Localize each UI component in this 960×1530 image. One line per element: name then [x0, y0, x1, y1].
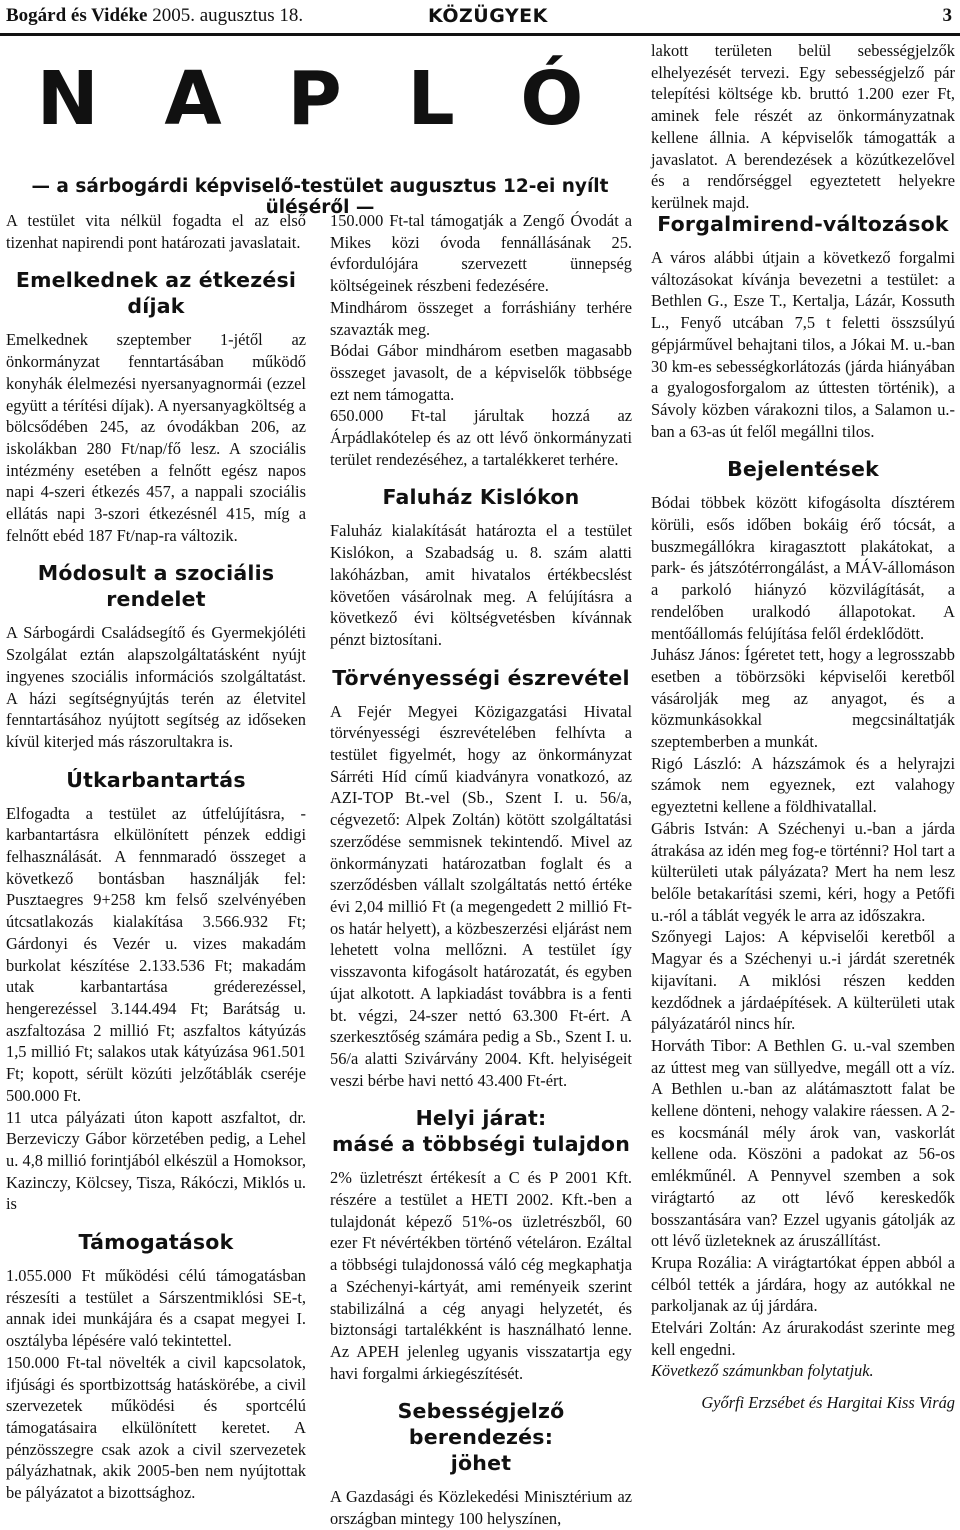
paragraph-speed-sign-cont: lakott területen belül sebességjelzők elhelyezését tervezi. Egy sebességjelző pár telepítési költsége kb. bruttó 1.200 ezer Ft, aminek fele részét az önkormányzatnak kellene állnia. A képviselők támogatták a javaslatot. A berendezések a közútkezelővel és a rendőrséggel egyeztetett helyekre kerülnek majd.: [651, 41, 955, 212]
heading-speed-sign-1: Sebességjelző berendezés:: [397, 1399, 565, 1450]
heading-road-maintenance: Útkarbantartás: [66, 767, 246, 792]
paragraph-arpad: 650.000 Ft-tal járultak hozzá az Árpádlakótelep és az ott lévő önkormányzati terület rendezéséhez, a tartalékkeret terhére.: [330, 406, 632, 469]
paragraph-legality: A Fejér Megyei Közigazgatási Hivatal törvényességi észrevételében felhívta a testület figyelmét, hogy az önkormányzat Sárréti Híd című kiadványra vonatkozó, az AZI-TOP Bt.-vel (Sb., Szent I. u. 56/a, cégvezető: Alpek Zoltán) kötött szolgáltatási szerződése semmisnek tekintendő. Mivel az önkormányzati határozatban foglalt és a szerződésben vállalt szolgáltatás nettó értéke évi 2,04 millió Ft (a megengedett 2 millió Ft-os határ helyett), a közbeszerzési eljárást nem lehetett volna mellőzni. A testület így visszavonta kifogásolt határozatát, és egyben újat alkotott. A lapkiadást továbbra is a fenti bt. végzi, 24-szer nettó 63.300 Ft-ért. A szerkesztőség számára pedig a Sb., Szent I. u. 56/a alatti Szivárvány 2004. Kft. helyiségeit veszi bérbe havi nettó 43.400 Ft-ért.: [330, 701, 632, 1090]
paragraph-road-maintenance: Elfogadta a testület az útfelújításra, -karbantartásra elkülönített pénzek eddigi felhasználását. A fennmaradó összeget a következő bontásban használják fel: Pusztaegres 9+258 km felső szelvényében útcsatlakozás kialakítása 3.566.932 Ft; Gárdonyi és Vezér u. vizes makadám burkolat készítése 2.133.536 Ft; makadám utak karbantartása gréderezéssel, hengerezéssel 3.144.494 Ft; Barátság u. aszfaltozása 2 millió Ft; aszfaltos kátyúzás 1,5 millió Ft; salakos utak kátyúzása 961.501 Ft; kopott, sérült közúti jelzőtáblák cseréje 500.000 Ft.: [6, 803, 306, 1105]
paragraph-krupa: Krupa Rozália: A virágtartókat éppen abból a célból tették a járdára, hogy az autókkal ne parkoljanak az új járdára.: [651, 1252, 955, 1316]
heading-meal-fees: Emelkednek az étkezési díjak: [15, 268, 297, 319]
paragraph-juhasz: Juhász János: Ígéretet tett, hogy a legrosszabb esetben a töbörzsöki képviselői keretből vásárolják meg az anyagot, és a közmunkásokkal megcsináltatják szeptemberben a munkát.: [651, 645, 955, 752]
heading-traffic-changes: Forgalmirend-változások: [657, 212, 949, 236]
paragraph-bodai: Bódai Gábor mindhárom esetben magasabb összeget javasolt, de a képviselők többsége ezt nem támogatta.: [330, 341, 632, 404]
paragraph-kindergarten: 150.000 Ft-tal támogatják a Zengő Óvodát a Mikes közi óvoda fennállásának 25. évfordulójára szervezett ünnepség költségeinek részbeni fedezésére.: [330, 211, 632, 296]
section-name: KÖZÜGYEK: [428, 5, 548, 27]
author-byline: Győrfi Erzsébet és Hargitai Kiss Virág: [701, 1393, 955, 1413]
column-1: [6, 210, 306, 1504]
heading-speed-sign-2: jöhet: [450, 1451, 512, 1476]
paragraph-rigo: Rigó László: A házszámok és a helyrajzi számok nem egyeznek, ezt valahogy egyeztetni kellene a földhivatallal.: [651, 753, 955, 817]
column-3-top: [651, 40, 955, 214]
heading-announcements: Bejelentések: [727, 457, 879, 482]
paragraph-traffic-changes: A város alábbi útjain a következő forgalmi változásokat kívánja bevezetni a testület: a Bethlen G., Esze T., Kertalja, Lázár, Kossuth L., Fenyő utcában 7,5 t feletti összsúlyú gépjárművel behajtani tilos, a Jókai M. u.-ban 30 km-es sebességkorlátozás (járda hiányában a gyalogosforgalom az úttesten történik), a Sávoly közben várakozni tilos, a Salamon u.-ban a 63-as út felől megállni tilos.: [651, 248, 955, 441]
paragraph-asphalt: 11 utca pályázati úton kapott aszfaltot, dr. Berzeviczy Gábor körzetében pedig, a Lehel u. 4,8 millió forintjából elkészül a Homoksor, Kazinczy, Kölcsey, Tisza, Rákóczi, Miklós u. is: [6, 1107, 306, 1214]
paper-name: Bogárd és Vidéke: [6, 5, 148, 26]
heading-village-house: Faluház Kislókon: [382, 485, 580, 510]
paragraph-meal-fees: Emelkednek szeptember 1-jétől az önkormányzat fenntartásában működő konyhák élelmezési nyersanyagnormái (ezzel együtt a térítési díjak). A nyersanyagköltség a bölcsődében 245, az óvodákban 206, az iskolákban 280 Ft/nap/fő lesz. A szociális intézmény esetében a felnőtt egész napos napi 4-szeri étkezés 457, a nappali szociális ellátás napi 3-szori étkezésnél 415, míg a felnőtt ebéd 187 Ft/nap-ra változik.: [6, 330, 306, 545]
paragraph-gabris: Gábris István: A Széchenyi u.-ban a járda átrakása az idén meg fog-e történni? Hol tart a külterületi utak pályázata? Mert ha nem lesz belőle betakarítási szemi, kéri, hogy a Petőfi u.-ról a táblát vegyék le arra az időszakra.: [651, 818, 955, 925]
continued-note: Következő számunkban folytatjuk.: [651, 1361, 874, 1381]
article-title: N A P L Ó: [36, 56, 604, 142]
issue-date: 2005. augusztus 18.: [152, 5, 304, 26]
header-left: [6, 5, 303, 27]
page-number: 3: [942, 5, 952, 26]
heading-social-decree: Módosult a szociális rendelet: [37, 561, 275, 612]
paragraph-deficit: Mindhárom összeget a forráshiány terhére szavazták meg.: [330, 297, 632, 339]
paragraph-speed-sign: A Gazdasági és Közlekedési Minisztérium az országban mintegy 100 helyszínen,: [330, 1487, 632, 1529]
paragraph-grant-se: 1.055.000 Ft működési célú támogatásban részesíti a testület a Sárszentmiklósi SE-t, annak idei munkájára és a csapat megyei I. osztályba lépésére való tekintettel.: [6, 1266, 306, 1351]
masthead: [0, 44, 640, 218]
paragraph-grant-civil: 150.000 Ft-tal növelték a civil kapcsolatok, ifjúsági és sportbizottság hatáskörébe, a civil szervezetek működési és sportcélú támogatásaira elkülönített keretet. A pénzösszegre csak azok a civil szervezetek pályázhatnak, akik 2005-ben nem nyújtottak be pályázatot a bizottsághoz.: [6, 1352, 306, 1503]
paragraph-social-decree: A Sárbogárdi Családsegítő és Gyermekjóléti Szolgálat eztán alapszolgáltatásként nyújt ingyenes szociális információs szolgáltatást. A házi segítségnyújtás terén az életvitel fenntartásához nyújtott segítség az időseken kívül kiterjed más rászorultakra is.: [6, 623, 306, 751]
article-subtitle: — a sárbogárdi képviselő-testület augusztus 12-ei nyílt üléséről —: [31, 176, 609, 218]
intro-paragraph: A testület vita nélkül fogadta el az első tizenhat napirendi pont határozati javaslatait.: [6, 211, 306, 252]
paragraph-local-bus: 2% üzletrészt értékesít a C és P 2001 Kft. részére a testület a HETI 2002. Kft.-ben a tulajdonát képező 51%-os üzletrészből, 60 ezer Ft névértékben történő vételáron. Ezáltal a többségi tulajdonossá váló cég megkaphatja a Széchenyi-kártyát, ami reményeik szerint stabilizálná a cég anyagi helyzetét, és biztonsági tartalékként is használható lenne. Az APEH jelenleg ugyanis visszatartja egy havi forgalmi árkiegészítését.: [330, 1168, 632, 1383]
paragraph-horvath: Horváth Tibor: A Bethlen G. u.-val szemben az úttest meg van süllyedve, megáll ott a víz. A Bethlen u.-ban az alátámasztott falat be kellene dönteni, nehogy valakire ráessen. A 2-es kocsmánál mély árok van, vaskorlát kellene oda. Köszöni a padokat az 56-os emlékműnél. A Pennyvel szemben a sok virágtartó az ott lévő kereskedők bosszantására van? Ezzel ugyanis gátolják az ott lévő üzleteknek az áruszállítást.: [651, 1035, 955, 1251]
page-header: [0, 0, 960, 34]
column-3: [651, 211, 955, 1414]
column-2: [330, 210, 632, 1530]
paragraph-szonyegi: Szőnyegi Lajos: A képviselői keretből a Magyar és a Széchenyi u.-i járdát szeretnék kijavítani. A miklósi részen kedden kezdődnek a járdaépítések. A külterületi utak pályázatáról nincs hír.: [651, 927, 955, 1034]
paragraph-bodai-complaints: Bódai többek között kifogásolta dísztérem körüli, esős időben bokáig érő tócsát, a buszmegállókra kiragasztott plakátokat, a park- és játszótérrongálást, a MÁV-állomáson a parkoló hiányzó közvilágítását, a rendelőben uralkodó állapotokat. A mentőállomás felújítása felől érdeklődött.: [651, 493, 955, 643]
heading-local-bus-1: Helyi járat:: [415, 1106, 547, 1131]
header-rule: [0, 33, 960, 36]
paragraph-etelvari: Etelvári Zoltán: Az árurakodást szerinte meg kell engedni.: [651, 1318, 955, 1359]
heading-grants: Támogatások: [78, 1230, 234, 1255]
heading-local-bus-2: másé a többségi tulajdon: [331, 1132, 631, 1157]
heading-legality: Törvényességi észrevétel: [332, 665, 630, 690]
paragraph-village-house: Faluház kialakítását határozta el a testület Kislókon, a Szabadság u. 8. szám alatti lakóházban, amit hivatalos értékbecslést követően vásárolnak meg. A felújításra a következő évi költségvetésben kívánnak pénzt biztosítani.: [330, 521, 632, 649]
